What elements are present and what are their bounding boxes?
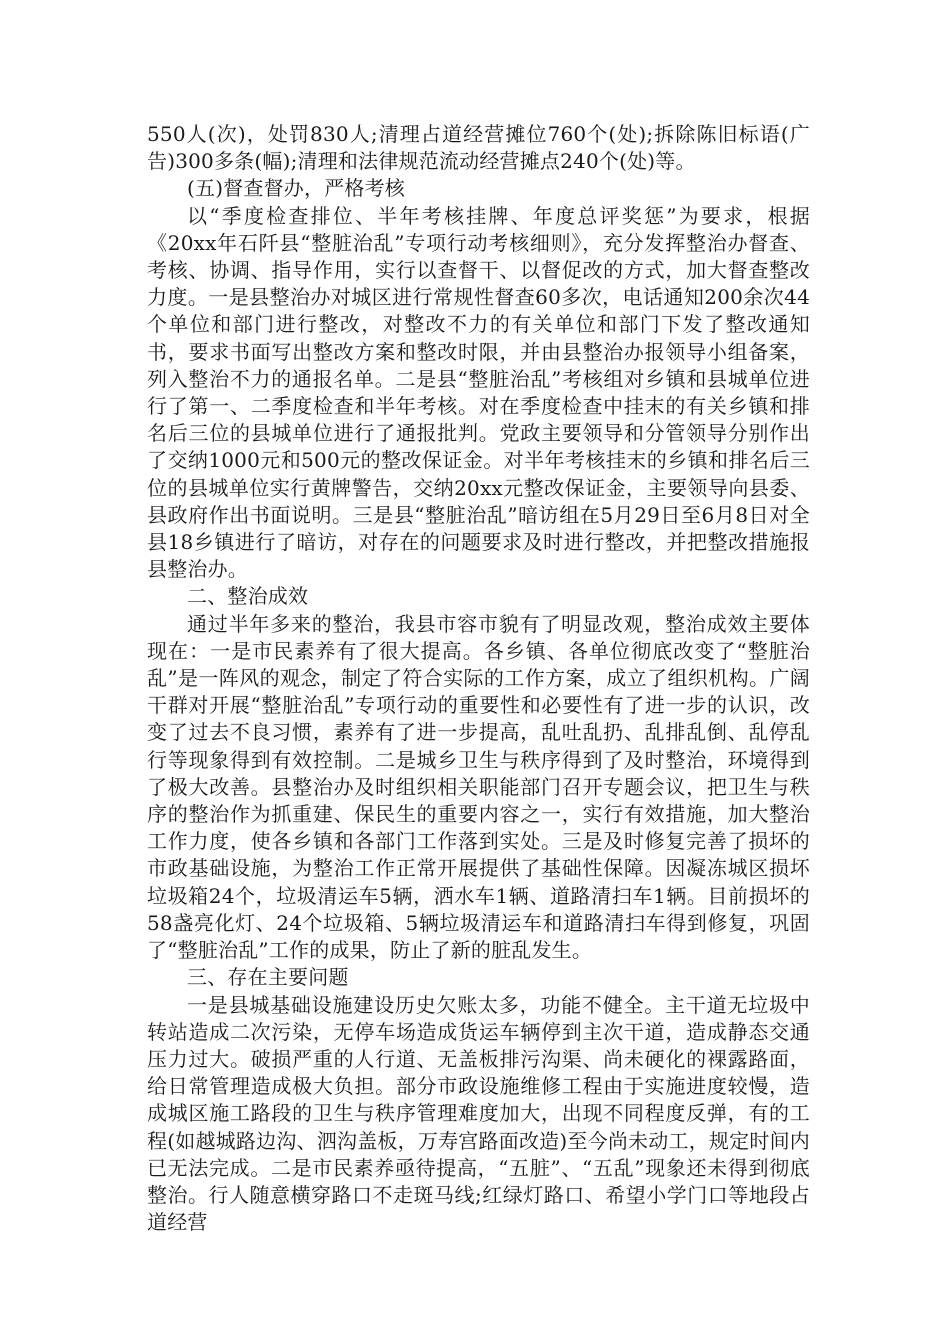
section-heading-supervision: (五)督查督办，严格考核	[187, 176, 406, 201]
paragraph-problems: 一是县城基础设施建设历史欠账太多，功能不健全。主干道无垃圾中转站造成二次污染，无停车场造成货运车辆停到主次干道，造成静态交通压力过大。破损严重的人行道、无盖板排污沟渠、尚未硬化的裸露路面，给日常管理造成极大负担。部分市政设施维修工程由于实施进度较慢，造成城区施工路段的卫生与秩序管理难度加大，出现不同程度反弹，有的工程(如越城路边沟、泗沟盖板，万寿宫路面改造)至今尚未动工，规定时间内已无法完成。二是市民素养亟待提高，“五脏”、“五乱”现象还未得到彻底整治。行人随意横穿路口不走斑马线;红绿灯路口、希望小学门口等地段占道经营	[147, 992, 810, 1235]
section-heading-results: 二、整治成效	[187, 584, 309, 609]
paragraph-supervision: 以“季度检查排位、半年考核挂牌、年度总评奖惩”为要求，根据《20xx年石阡县“整脏治乱”专项行动考核细则》，充分发挥整治办督查、考核、协调、指导作用，实行以查督干、以督促改的方式，加大督查整改力度。一是县整治办对城区进行常规性督查60多次，电话通知200余次44个单位和部门进行整改，对整改不力的有关单位和部门下发了整改通知书，要求书面写出整改方案和整改时限，并由县整治办报领导小组备案，列入整治不力的通报名单。二是县“整脏治乱”考核组对乡镇和县城单位进行了第一、二季度检查和半年考核。对在季度检查中挂末的有关乡镇和排名后三位的县城单位进行了通报批判。党政主要领导和分管领导分别作出了交纳1000元和500元的整改保证金。对半年考核挂末的乡镇和排名后三位的县城单位实行黄牌警告，交纳20xx元整改保证金，主要领导向县委、县政府作出书面说明。三是县“整脏治乱”暗访组在5月29日至6月8日对全县18乡镇进行了暗访，对存在的问题要求及时进行整改，并把整改措施报县整治办。	[147, 203, 810, 582]
paragraph-statistics: 550人(次)，处罚830人;清理占道经营摊位760个(处);拆除陈旧标语(广告)300多条(幅);清理和法律规范流动经营摊点240个(处)等。	[147, 122, 810, 174]
paragraph-results: 通过半年多来的整治，我县市容市貌有了明显改观，整治成效主要体现在：一是市民素养有了很大提高。各乡镇、各单位彻底改变了“整脏治乱”是一阵风的观念，制定了符合实际的工作方案，成立了组织机构。广阔干群对开展“整脏治乱”专项行动的重要性和必要性有了进一步的认识，改变了过去不良习惯，素养有了进一步提高，乱吐乱扔、乱排乱倒、乱停乱行等现象得到有效控制。二是城乡卫生与秩序得到了及时整治，环境得到了极大改善。县整治办及时组织相关职能部门召开专题会议，把卫生与秩序的整治作为抓重建、保民生的重要内容之一，实行有效措施，加大整治工作力度，使各乡镇和各部门工作落到实处。三是及时修复完善了损坏的市政基础设施，为整治工作正常开展提供了基础性保障。因凝冻城区损坏垃圾箱24个，垃圾清运车5辆，洒水车1辆、道路清扫车1辆。目前损坏的58盏亮化灯、24个垃圾箱、5辆垃圾清运车和道路清扫车得到修复，巩固了“整脏治乱”工作的成果，防止了新的脏乱发生。	[147, 611, 810, 963]
document-body	[147, 121, 810, 1236]
section-heading-problems: 三、存在主要问题	[187, 965, 349, 990]
